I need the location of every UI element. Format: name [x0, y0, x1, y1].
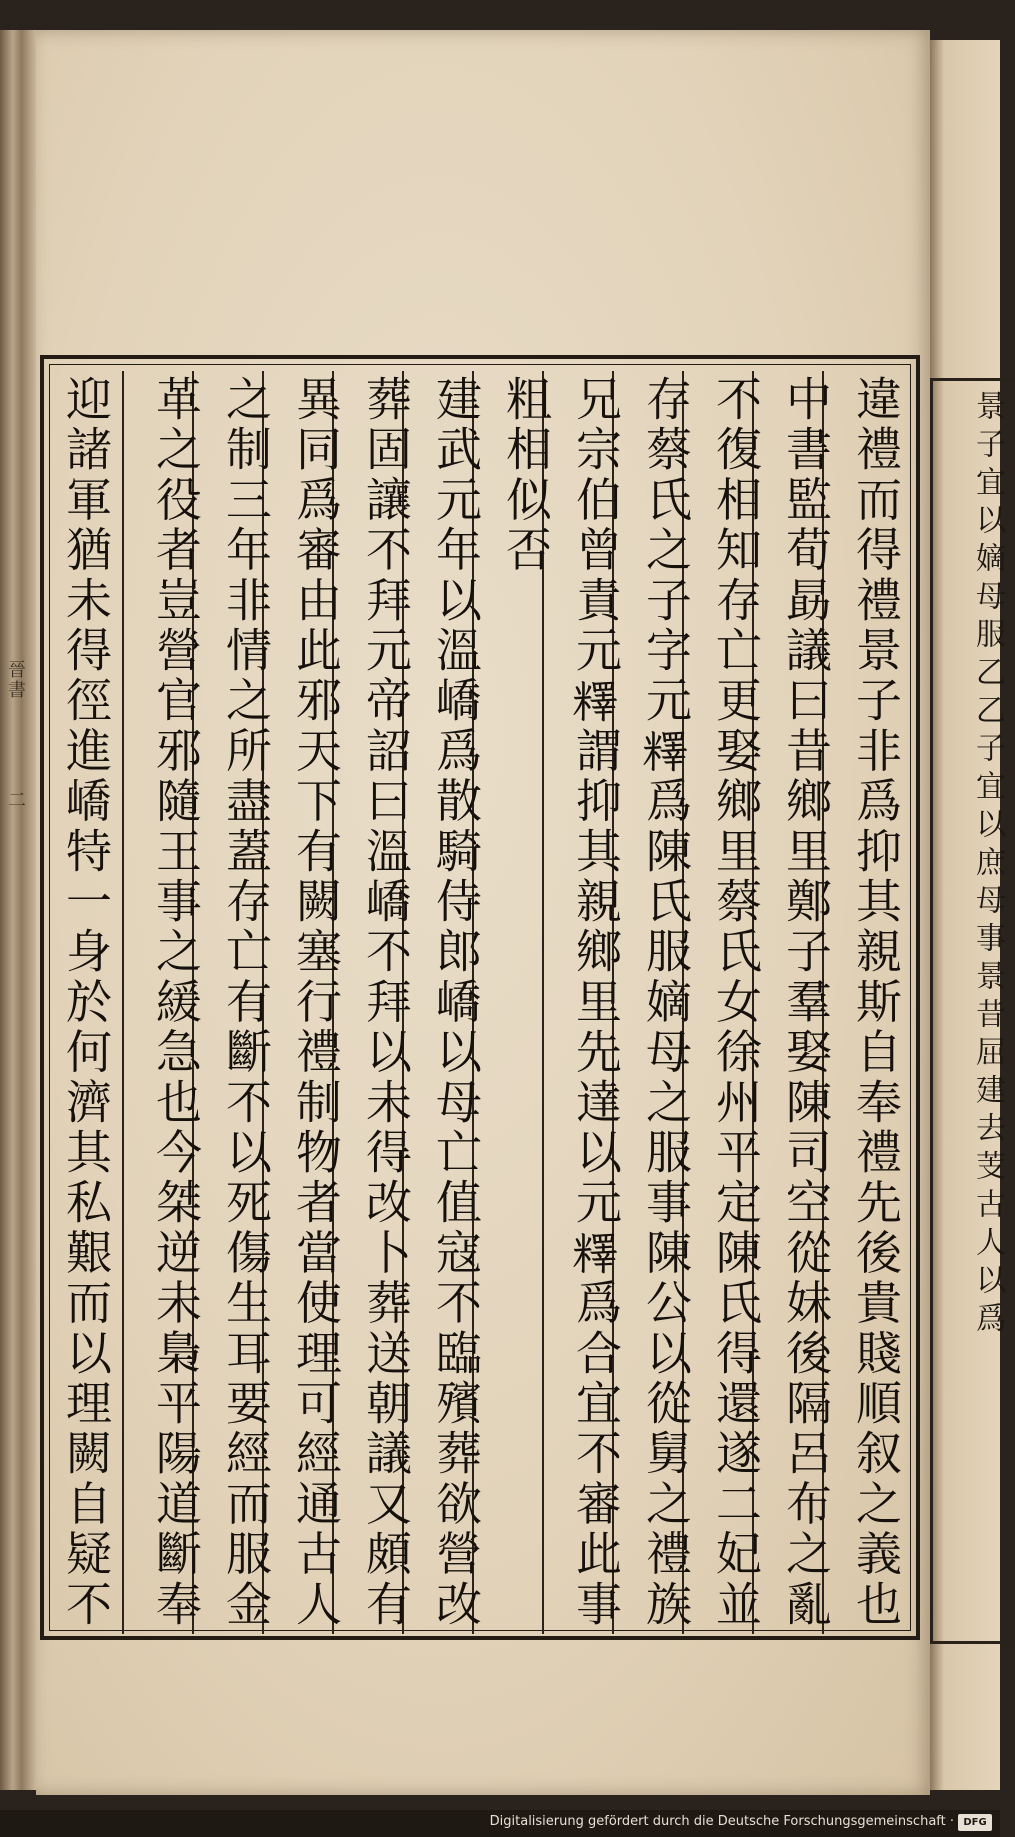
text-column-11: 革之役者豈營官邪隨王事之緩急也今桀逆未梟平陽道斷奉 — [149, 375, 203, 1630]
text-frame — [40, 355, 920, 1640]
text-column-12: 迎諸軍猶未得徑進嶠特一身於何濟其私艱而以理闕自疑不 — [59, 375, 113, 1630]
text-column-4: 存蔡氏之子字元𥼶爲陳氏服嫡母之服事陳公以從舅之禮族 — [639, 375, 693, 1630]
spine-title: 晉書 — [5, 660, 26, 700]
footer-bar — [0, 1810, 1000, 1837]
text-frame-inner — [49, 364, 911, 1631]
column-rule — [122, 371, 124, 1634]
next-page-edge — [930, 40, 1005, 1790]
text-column-9: 異同爲審由此邪天下有闕塞行禮制物者當使理可經通古人 — [289, 375, 343, 1630]
text-column-7: 建武元年以溫嶠爲散騎侍郎嶠以母亡值寇不臨殯葬欲營改 — [429, 375, 483, 1630]
text-column-8: 葬固讓不拜元帝詔曰溫嶠不拜以未得改卜葬送朝議又頗有 — [359, 375, 413, 1630]
dfg-logo: DFG — [958, 1814, 992, 1831]
text-column-1: 違禮而得禮景子非爲抑其親斯自奉禮先後貴賤順叙之義也 — [849, 375, 903, 1630]
text-column-6: 粗相似否 — [499, 375, 553, 576]
book-spine — [0, 30, 36, 1790]
text-column-10: 之制三年非情之所盡蓋存亡有斷不以死傷生耳要經而服金 — [219, 375, 273, 1630]
text-column-3: 不復相知存亡更娶鄉里蔡氏女徐州平定陳氏得還遂二妃並 — [709, 375, 763, 1630]
spine-volume: 二 — [5, 790, 26, 810]
text-column-2: 中書監荀勗議曰昔鄉里鄭子羣娶陳司空從妹後隔呂布之亂 — [779, 375, 833, 1630]
next-page-column-1: 景子宜以嫡母服乙乙子宜以庶母事景昔屈建去芰古人以爲 — [970, 390, 1005, 1340]
text-column-5: 兄宗伯曾責元𥼶謂抑其親鄉里先達以元𥼶爲合宜不審此事 — [569, 375, 623, 1630]
funding-credit: Digitalisierung gefördert durch die Deutsche Forschungsgemeinschaft · — [489, 1814, 954, 1829]
